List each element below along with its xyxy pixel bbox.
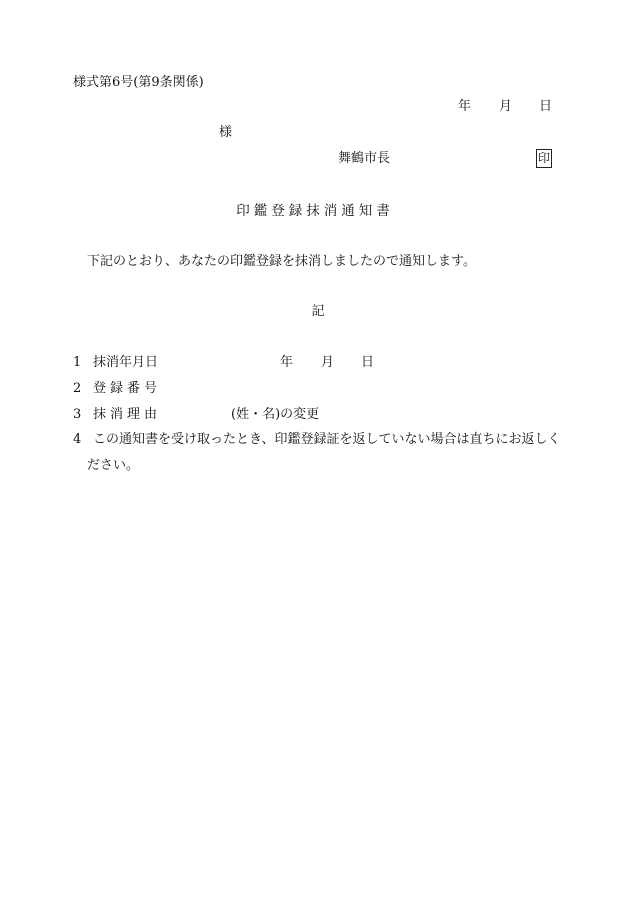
sender-title: 舞鶴市長: [338, 151, 391, 166]
item-label: 抹消理由: [93, 407, 162, 422]
date-day: 日: [539, 99, 553, 114]
ki-heading: 記: [311, 304, 325, 319]
item-number: 1: [73, 355, 82, 370]
form-id: 様式第6号(第9条関係): [73, 75, 204, 90]
item-label: 抹消年月日: [93, 355, 159, 370]
item-revocation-date: [73, 355, 374, 371]
body-text: 下記のとおり、あなたの印鑑登録を抹消しましたので通知します。: [87, 254, 476, 269]
item-value: (姓・名)の変更: [231, 407, 320, 422]
item-day: 日: [361, 355, 375, 370]
item-number: 2: [73, 381, 82, 396]
item-notice-continuation: ださい。: [87, 458, 140, 473]
date-year: 年: [458, 99, 472, 114]
item-number: 4: [73, 432, 82, 447]
document-title: 印鑑登録抹消通知書: [236, 203, 394, 219]
item-notice: [73, 432, 560, 448]
item-number: 3: [73, 407, 82, 422]
item-label: 登録番号: [93, 381, 162, 396]
item-year: 年: [280, 355, 294, 370]
seal-stamp: 印: [536, 149, 552, 168]
item-text: この通知書を受け取ったとき、印鑑登録証を返していない場合は直ちにお返しく: [93, 432, 561, 447]
issue-date: [458, 99, 552, 115]
item-registration-number: [73, 381, 161, 397]
item-month: 月: [321, 355, 335, 370]
item-revocation-reason: [73, 407, 319, 423]
date-month: 月: [499, 99, 513, 114]
addressee-suffix: 様: [219, 125, 233, 140]
